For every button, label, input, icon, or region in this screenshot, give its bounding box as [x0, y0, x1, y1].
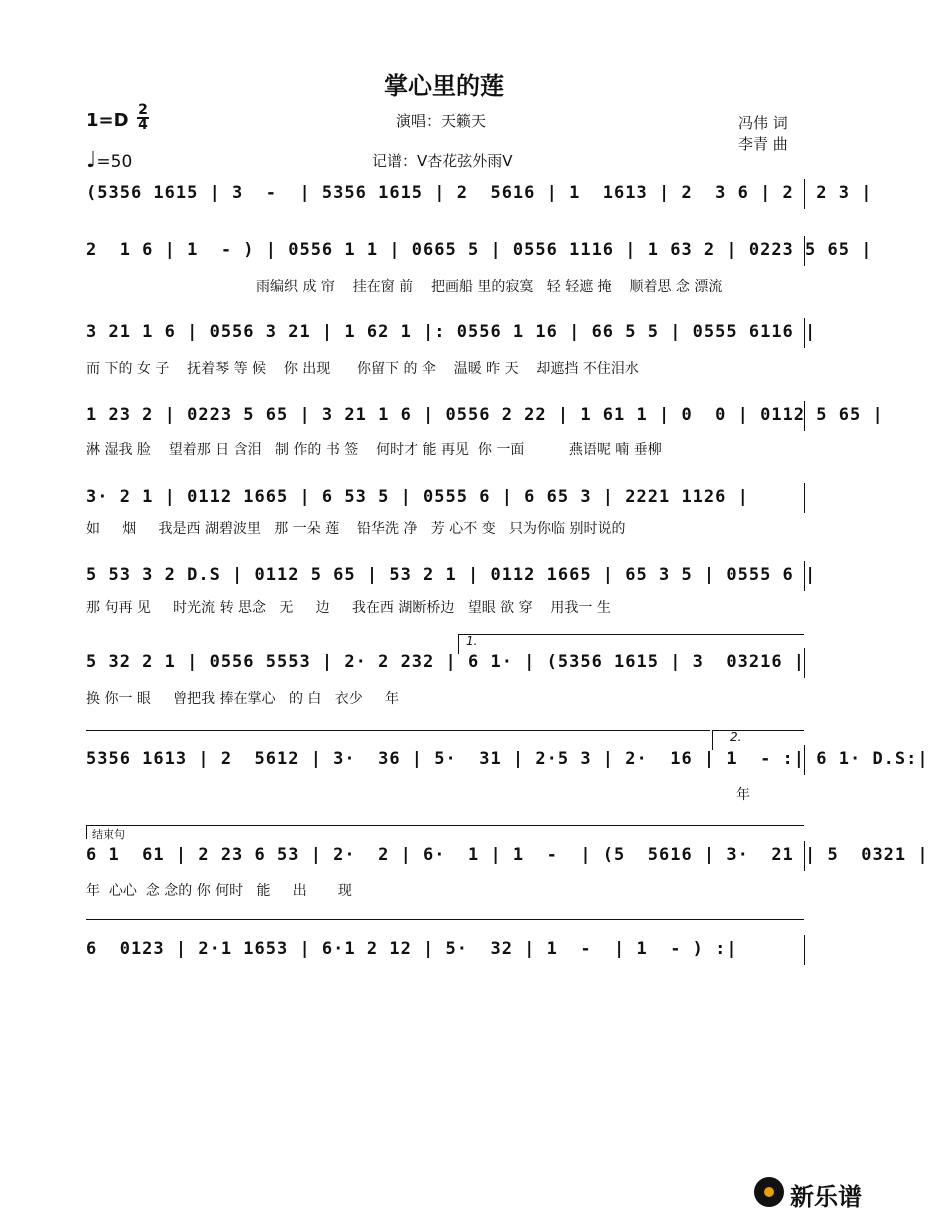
coda-label: 结束句: [92, 828, 125, 841]
coda-edge: [86, 825, 87, 839]
transcriber-credit: 记谱：V杏花弦外雨V: [372, 152, 513, 170]
barline: [804, 179, 805, 209]
score-row-lyrics: 那 句再 见 时光流 转 思念 无 边 我在西 湖断桥边 望眼 欲 穿 用我一 生: [86, 600, 611, 616]
coda-bracket: [86, 825, 804, 826]
volta-2-bracket: [712, 730, 804, 731]
site-logo: [754, 1175, 872, 1211]
score-row-lyrics: 换 你一 眼 曾把我 捧在掌心 的 白 衣少 年: [86, 691, 400, 707]
score-row-lyrics: 雨编织 成 帘 挂在窗 前 把画船 里的寂寞 轻 轻遮 掩 顺着思 念 漂流: [256, 279, 723, 295]
barline: [804, 236, 805, 266]
volta-2-edge: [712, 730, 713, 750]
key-signature: 1=D: [86, 110, 129, 131]
barline: [804, 483, 805, 513]
barline: [804, 401, 805, 431]
barline: [804, 318, 805, 348]
score-row-notes: (5356 1615 | 3 - | 5356 1615 | 2 5616 | 1 1613 | 2 3 6 | 2 2 3 |: [86, 183, 873, 203]
barline: [804, 935, 805, 965]
final-bracket: [86, 919, 804, 920]
singer-credit: 演唱：天籁天: [396, 112, 487, 130]
lyricist-credit: 冯伟 词: [738, 114, 788, 132]
score-row-lyrics: 而 下的 女 子 抚着琴 等 候 你 出现 你留下 的 伞 温暖 昨 天 却遮挡 不住泪水: [86, 361, 639, 377]
logo-text: 新乐谱: [790, 1183, 862, 1211]
volta-1-label: 1.: [466, 634, 478, 648]
tempo-value: =50: [96, 152, 133, 172]
score-row-lyrics: 年: [736, 787, 750, 803]
score-row-lyrics: 年 心心 念 念的 你 何时 能 出 现: [86, 883, 352, 899]
barline: [804, 841, 805, 871]
composer-credit: 李青 曲: [738, 135, 788, 153]
barline: [804, 745, 805, 775]
score-row-notes: 1 23 2 | 0223 5 65 | 3 21 1 6 | 0556 2 22 | 1 61 1 | 0 0 | 0112 5 65 |: [86, 405, 884, 425]
score-row-notes: 3 21 1 6 | 0556 3 21 | 1 62 1 |: 0556 1 16 | 66 5 5 | 0555 6116 |: [86, 322, 817, 342]
score-row-notes: 2 1 6 | 1 - ) | 0556 1 1 | 0665 5 | 0556 1116 | 1 63 2 | 0223 5 65 |: [86, 240, 873, 260]
score-row-lyrics: 淋 湿我 脸 望着那 日 含泪 制 作的 书 签 何时才 能 再见 你 一面 燕语呢 喃 垂柳: [86, 442, 662, 458]
score-row-notes: 6 0123 | 2·1 1653 | 6·1 2 12 | 5· 32 | 1 - | 1 - ) :|: [86, 939, 738, 959]
score-row-notes: 5356 1613 | 2 5612 | 3· 36 | 5· 31 | 2·5 3 | 2· 16 | 1 - :| 6 1· D.S:|: [86, 749, 929, 769]
time-signature: [137, 104, 149, 132]
barline: [804, 561, 805, 591]
score-row-lyrics: 如 烟 我是西 湖碧波里 那 一朵 莲 铅华洗 净 芳 心不 变 只为你临 别时说的: [86, 521, 626, 537]
time-signature-top: 2: [138, 102, 148, 118]
score-row-notes: 3· 2 1 | 0112 1665 | 6 53 5 | 0555 6 | 6 65 3 | 2221 1126 |: [86, 487, 749, 507]
volta-1-bracket-continued: [86, 730, 710, 731]
song-title: 掌心里的莲: [384, 72, 504, 100]
score-row-notes: 6 1 61 | 2 23 6 53 | 2· 2 | 6· 1 | 1 - | (5 5616 | 3· 21 | 5 0321 |: [86, 845, 929, 865]
time-signature-bottom: 4: [138, 117, 148, 133]
volta-2-label: 2.: [730, 730, 742, 744]
tempo-marking: [86, 148, 132, 173]
volta-1-edge: [458, 634, 459, 654]
score-row-notes: 5 53 3 2 D.S | 0112 5 65 | 53 2 1 | 0112 1665 | 65 3 5 | 0555 6 |: [86, 565, 817, 585]
volta-1-bracket: [458, 634, 804, 635]
barline: [804, 648, 805, 678]
score-row-notes: 5 32 2 1 | 0556 5553 | 2· 2 232 | 6 1· | (5356 1615 | 3 03216 |: [86, 652, 806, 672]
quarter-note-icon: ♩: [86, 148, 97, 173]
vinyl-disc-icon: [754, 1177, 784, 1207]
